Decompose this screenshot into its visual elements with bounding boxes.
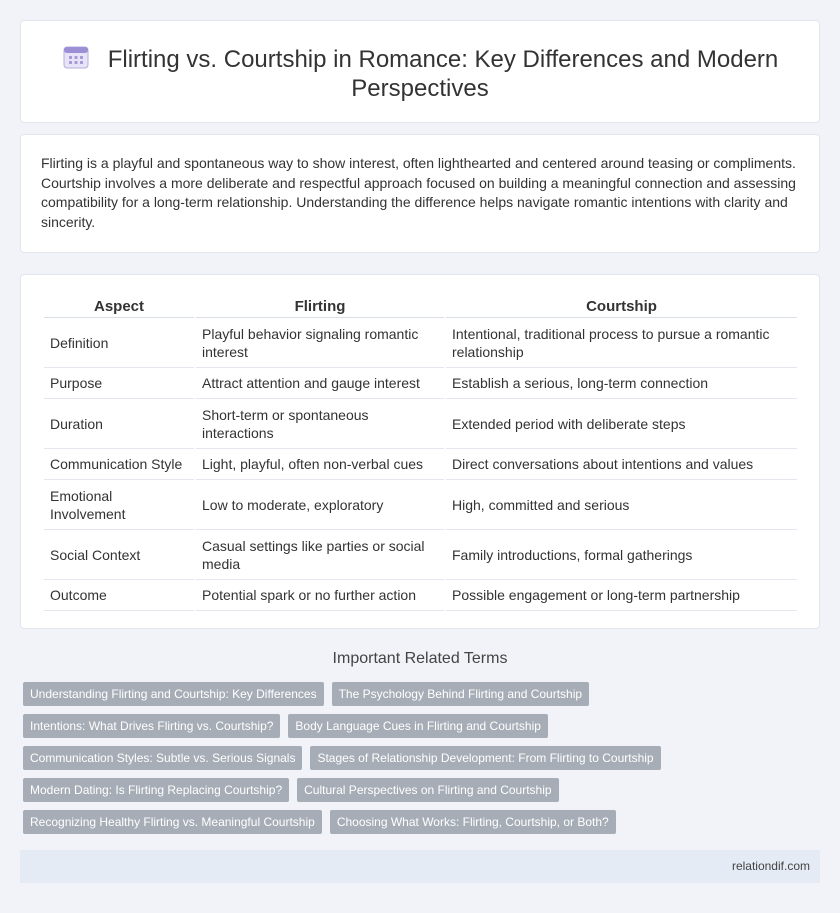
- table-cell-courtship: Intentional, traditional process to pursue a romantic relationship: [446, 318, 797, 368]
- tag-row: [23, 714, 813, 738]
- table-cell-courtship: Possible engagement or long-term partnership: [446, 580, 797, 611]
- table-row: [44, 449, 797, 480]
- table-cell-flirting: Short-term or spontaneous interactions: [196, 399, 444, 449]
- related-term-link[interactable]: Recognizing Healthy Flirting vs. Meaningful Courtship: [23, 810, 322, 834]
- tag-row: [23, 778, 813, 802]
- table-row: [44, 399, 797, 449]
- related-term-link[interactable]: Stages of Relationship Development: From Flirting to Courtship: [310, 746, 660, 770]
- comparison-card: [20, 274, 820, 629]
- table-cell-aspect: Definition: [44, 318, 194, 368]
- related-terms-heading: Important Related Terms: [332, 650, 508, 667]
- table-cell-aspect: Communication Style: [44, 449, 194, 480]
- table-cell-aspect: Social Context: [44, 530, 194, 580]
- related-term-link[interactable]: Understanding Flirting and Courtship: Key Differences: [23, 682, 324, 706]
- page-title: Flirting vs. Courtship in Romance: Key Differences and Modern Perspectives: [107, 46, 779, 102]
- footer-site-link[interactable]: relationdif.com: [731, 859, 810, 873]
- related-term-link[interactable]: Intentions: What Drives Flirting vs. Courtship?: [23, 714, 280, 738]
- table-row: [44, 480, 797, 530]
- table-cell-aspect: Purpose: [44, 368, 194, 399]
- intro-paragraph: Flirting is a playful and spontaneous way to show interest, often lighthearted and centered around teasing or compliments. Courtship involves a more deliberate and respectful approach focused on building a meaningful connection and assessing compatibility for a long-term relationship. Understanding the difference helps navigate romantic intentions with clarity and sincerity.: [41, 155, 796, 230]
- table-cell-courtship: High, committed and serious: [446, 480, 797, 530]
- table-cell-aspect: Outcome: [44, 580, 194, 611]
- header-aspect: Aspect: [44, 291, 194, 318]
- table-cell-flirting: Light, playful, often non-verbal cues: [196, 449, 444, 480]
- table-cell-courtship: Family introductions, formal gatherings: [446, 530, 797, 580]
- table-cell-flirting: Low to moderate, exploratory: [196, 480, 444, 530]
- related-term-link[interactable]: Body Language Cues in Flirting and Courtship: [288, 714, 547, 738]
- table-row: [44, 530, 797, 580]
- header-card: [20, 20, 820, 123]
- table-cell-aspect: Emotional Involvement: [44, 480, 194, 530]
- table-header-row: [44, 291, 797, 318]
- footer-bar: [20, 850, 820, 883]
- table-cell-flirting: Casual settings like parties or social media: [196, 530, 444, 580]
- table-cell-courtship: Establish a serious, long-term connection: [446, 368, 797, 399]
- calendar-icon: [62, 44, 90, 70]
- table-row: [44, 368, 797, 399]
- related-term-link[interactable]: Communication Styles: Subtle vs. Serious Signals: [23, 746, 302, 770]
- related-term-link[interactable]: Modern Dating: Is Flirting Replacing Courtship?: [23, 778, 289, 802]
- table-cell-flirting: Playful behavior signaling romantic interest: [196, 318, 444, 368]
- table-row: [44, 580, 797, 611]
- table-cell-flirting: Potential spark or no further action: [196, 580, 444, 611]
- table-cell-courtship: Extended period with deliberate steps: [446, 399, 797, 449]
- related-term-link[interactable]: The Psychology Behind Flirting and Courtship: [332, 682, 589, 706]
- intro-card: [20, 134, 820, 253]
- tag-row: [23, 746, 813, 770]
- table-cell-courtship: Direct conversations about intentions and values: [446, 449, 797, 480]
- header-flirting: Flirting: [196, 291, 444, 318]
- table-cell-flirting: Attract attention and gauge interest: [196, 368, 444, 399]
- comparison-table: [42, 291, 799, 611]
- related-term-link[interactable]: Choosing What Works: Flirting, Courtship, or Both?: [330, 810, 616, 834]
- tag-row: [23, 682, 813, 706]
- header-courtship: Courtship: [446, 291, 797, 318]
- table-cell-aspect: Duration: [44, 399, 194, 449]
- tag-row: [23, 810, 813, 834]
- table-row: [44, 318, 797, 368]
- related-term-link[interactable]: Cultural Perspectives on Flirting and Courtship: [297, 778, 558, 802]
- page-title-wrap: [21, 44, 819, 103]
- related-terms-list: [23, 682, 813, 842]
